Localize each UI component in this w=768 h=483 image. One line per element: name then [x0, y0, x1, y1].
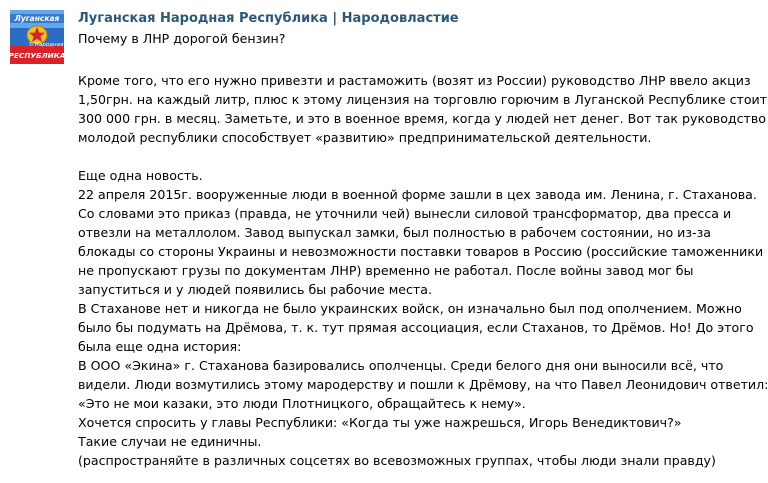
text-line: «Это не мои казаки, это люди Плотницкого, обращайтесь к нему». [78, 396, 526, 411]
text-line: В Стаханове нет и никогда не было украинских войск, он изначально был под ополчением. Можно [78, 301, 742, 316]
text-line: 1,50грн. на каждый литр, плюс к этому лицензия на торговлю горючим в Луганской Республике стоит [78, 92, 768, 107]
text-line: была еще одна история: [78, 339, 242, 354]
text-line: (распространяйте в различных соцсетях во всевозможных группах, чтобы люди знали правду) [78, 453, 716, 468]
text-line: Такие случаи не единичны. [78, 434, 262, 449]
author-link[interactable]: Луганская Народная Республика | Народовластие [78, 11, 459, 26]
text-line: не пропускают грузы по документам ЛНР) временно не работал. После войны завод мог бы [78, 263, 694, 278]
lnr-flag-emblem-icon [10, 10, 64, 64]
community-avatar[interactable] [10, 10, 64, 64]
paragraph-gap [78, 147, 668, 166]
text-line: отвезли на металлолом. Завод выпускал замки, был полностью в рабочем состоянии, но из-за [78, 225, 712, 240]
post-text [78, 71, 768, 470]
post-title: Почему в ЛНР дорогой бензин? [78, 31, 286, 46]
author-line [78, 10, 668, 30]
text-line: видели. Люди возмутились этому мародерству и пошли к Дрёмову, на что Павел Леонидович ответил: [78, 377, 768, 392]
text-line: запуститься и у людей появились бы рабочие места. [78, 282, 432, 297]
text-line: молодой республики способствует «развитию» предпринимательской деятельности. [78, 130, 652, 145]
text-line: Со словами это приказ (правда, не уточнили чей) вынесли силовой трансформатор, два пресса и [78, 206, 732, 221]
text-line: В ООО «Экина» г. Стаханова базировались ополченцы. Среди белого дня они выносили всё, что [78, 358, 724, 373]
text-line: Кроме того, что его нужно привезти и растаможить (возят из России) руководство ЛНР ввело акциз [78, 73, 751, 88]
text-line: было бы подумать на Дрёмова, т. к. тут прямая ассоциация, если Стаханов, то Дрёмов. Но! До этого [78, 320, 754, 335]
post-body [78, 10, 768, 470]
svg-text:РЕСПУБЛИКА: РЕСПУБЛИКА [8, 51, 66, 60]
text-line: блокады со стороны Украины и невозможности поставки товаров в Россию (российские таможенники [78, 244, 764, 259]
text-line: Еще одна новость. [78, 168, 203, 183]
svg-text:ℬ Народная: ℬ Народная [28, 42, 64, 48]
text-line: Хочется спросить у главы Республики: «Когда ты уже нажрешься, Игорь Венедиктович?» [78, 415, 682, 430]
text-line: 22 апреля 2015г. вооруженные люди в военной форме зашли в цех завода им. Ленина, г. Стаханова. [78, 187, 757, 202]
text-line: 300 000 грн. в месяц. Заметьте, и это в военное время, когда у людей нет денег. Вот так руководство [78, 111, 767, 126]
svg-text:Луганская: Луганская [14, 14, 60, 23]
